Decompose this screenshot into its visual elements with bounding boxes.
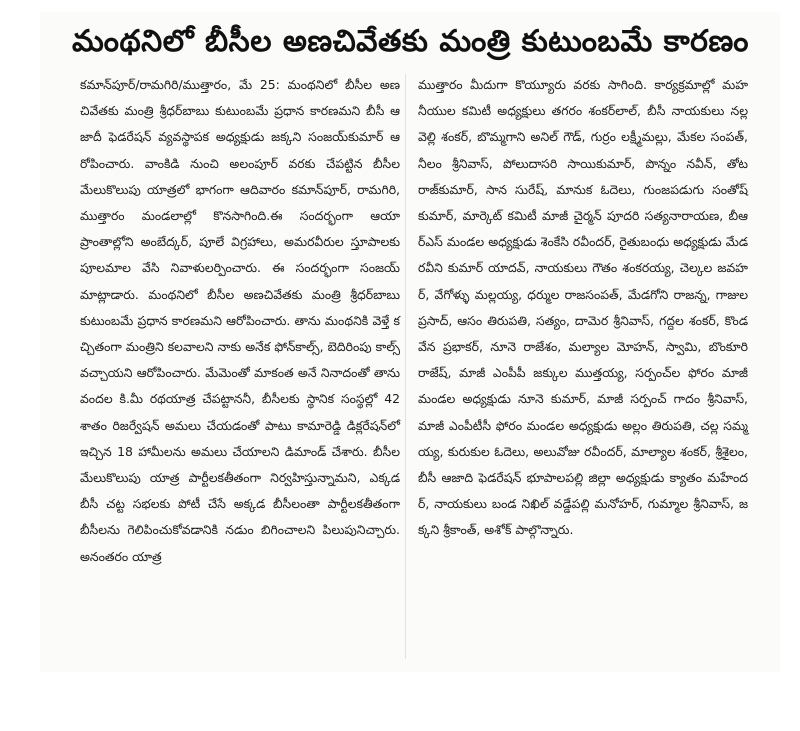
article-body-left-column: కమాన్‌పూర్/రామగిరి/ముత్తారం, మే 25: మంథనిలో బీసీల అణచివేతకు మంత్రి శ్రీధర్‌బాబు కుటుంబమే ప్రధాన కారణమని బీసీ ఆజాదీ ఫెడరేషన్ వ్యవస్థాపక అధ్యక్షుడు జక్కని సంజయ్‌కుమార్ ఆరోపించారు. వాంకిడి నుంచి అలంపూర్ వరకు చేపట్టిన బీసీల మేలుకొలుపు యాత్రలో భాగంగా ఆదివారం కమాన్‌పూర్, రామగిరి, ముత్తారం మండలాల్లో కొనసాగింది.ఈ సందర్భంగా ఆయా ప్రాంతాల్లోని అంబేద్కర్, పూలే విగ్రహాలు, అమరవీరుల స్తూపాలకు పూలమాల వేసి నివాళులర్పించారు. ఈ సందర్భంగా సంజయ్ మాట్లాడారు. మంథనిలో బీసీల అణచివేతకు మంత్రి శ్రీధర్‌బాబు కుటుంబమే ప్రధాన కారణమని ఆరోపించారు. తాను మంథనికి వెళ్తే కచ్చితంగా మంత్రిని కలవాలని నాకు అనేక ఫోన్‌కాల్స్, బెదిరింపు కాల్స్ వచ్చాయని ఆరోపించారు. మేమెంతో మాకంత అనే నినాదంతో తాను వందల కి.మీ రథయాత్ర చేపట్టాననీ, బీసీలకు స్థానిక సంస్థల్లో 42 శాతం రిజర్వేషన్ అమలు చేయడంతో పాటు కామారెడ్డి డిక్లరేషన్‌లో ఇచ్చిన 18 హామీలను అమలు చేయాలని డిమాండ్ చేశారు. బీసీల మేలుకొలుపు యాత్ర పార్టీలకతీతంగా నిర్వహిస్తున్నామని, ఎక్కడ బీసీ చట్ట సభలకు పోటీ చేసే అక్కడ బీసీలంతా పార్టీలకతీతంగా బీసీలను గెలిపించుకోవడానికి నడుం బిగించాలని పిలుపునిచ్చారు. అనంతరం యాత్ర	[80, 77, 400, 564]
article-body-right-column: ముత్తారం మీదుగా కొయ్యూరు వరకు సాగింది. కార్యక్రమాల్లో మహనీయుల కమిటీ అధ్యక్షులు తగరం శంకర్‌లాల్, బీసీ నాయకులు నల్లవెల్లి శంకర్, బొమ్మగాని అనిల్ గౌడ్, గుర్రం లక్ష్మీమల్లు, మేకల సంపత్, నీలం శ్రీనివాస్, పోలుదాసరి సాయికుమార్, పొన్నం నవీన్, తోట రాజ్‌కుమార్, సాన సురేష్, మానుక ఓదెలు, గుంజపడుగు సంతోష్ కుమార్, మార్కెట్ కమిటీ మాజీ చైర్మన్ పూదరి సత్యనారాయణ, బీఆర్‌ఎస్ మండల అధ్యక్షుడు శెంకేసి రవీందర్, రైతుబంధు అధ్యక్షుడు మేడ రవీని కుమార్ యాదవ్, నాయకులు గౌతం శంకరయ్య, చెల్కల జవహర్, వేగోళ్ళు మల్లయ్య, ధర్ముల రాజసంపత్, మేడగోని రాజన్న, గాజుల ప్రసాద్, ఆసం తిరుపతి, సత్యం, దామెర శ్రీనివాస్, గద్దల శంకర్, కొండవేన ప్రభాకర్, నూనె రాజేశం, మల్యాల మోహన్, స్వామి, బొంకూరి రాజేష్, మాజీ ఎంపీపీ జక్కుల ముత్తయ్య, సర్పంచ్‌ల ఫోరం మాజీ మండల అధ్యక్షుడు నూనె కుమార్, మాజీ సర్పంచ్ గాదం శ్రీనివాస్, మాజీ ఎంపీటీసీ ఫోరం మండల అధ్యక్షుడు అల్లం తిరుపతి, చల్ల సమ్మయ్య, కురుకుల ఓదెలు, అలువోజు రవీందర్, మాల్యాల శంకర్, శ్రీశైలం, బీసీ ఆజాది ఫెడరేషన్ భూపాలపల్లి జిల్లా అధ్యక్షుడు క్యాతం మహేందర్, నాయకులు బండ నిఖిల్ వడ్డేపల్లి మనోహర్, గుమ్మాల శ్రీనివాస్, జక్కని శ్రీకాంత్, అశోక్ పాల్గొన్నారు.	[418, 77, 748, 538]
column-divider	[405, 74, 406, 659]
article-headline: మంథనిలో బీసీల అణచివేతకు మంత్రి కుటుంబమే కారణం	[72, 24, 749, 59]
newspaper-clipping	[40, 12, 780, 672]
